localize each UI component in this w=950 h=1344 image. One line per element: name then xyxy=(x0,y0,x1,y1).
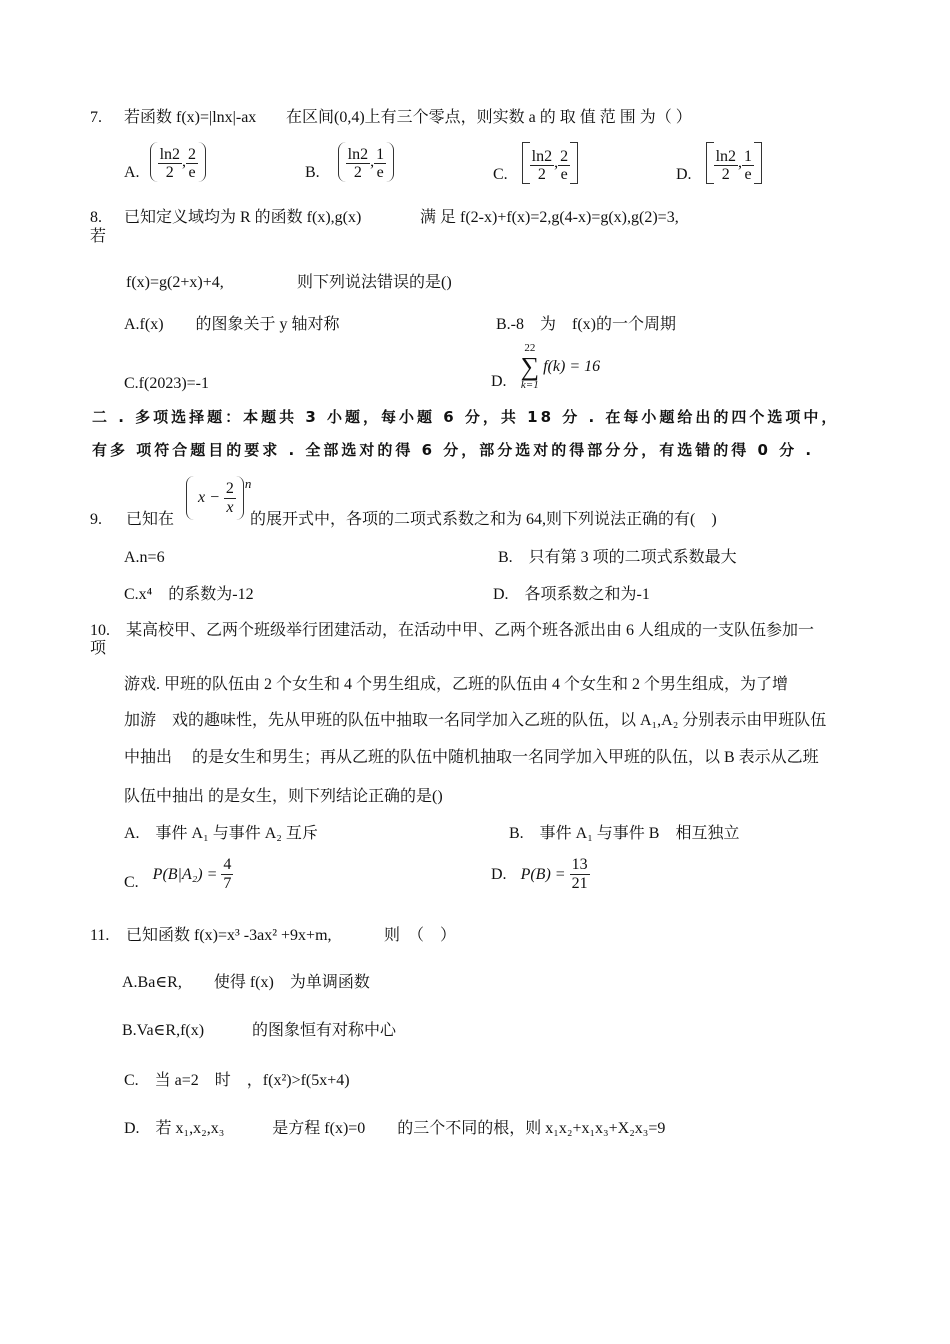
q10-option-b: B. 事件 A₁ 与事件 B 相互独立 xyxy=(509,825,740,842)
q8-stem-wrap: 若 xyxy=(90,228,107,245)
exponent: n xyxy=(244,476,252,491)
open-paren xyxy=(186,476,194,520)
open-bracket xyxy=(522,142,530,184)
q8-line2-b: 则下列说法错误的是() xyxy=(297,274,452,291)
q9-stem-a: 已知在 xyxy=(126,511,175,528)
q8-option-d xyxy=(491,343,600,391)
q7-option-d: D. $\frac{\ln 2}{2}$ , $\frac{1}{e}$ xyxy=(676,142,762,184)
open-bracket xyxy=(706,142,714,184)
close-paren xyxy=(198,142,206,182)
section-2-line-1: 二 . 多项选择题：本题共 3 小题，每小题 6 分，共 18 分 . 在每小题给出的四个选项中， xyxy=(92,408,840,426)
q10-option-d-label: D. xyxy=(491,865,507,883)
q7-option-b-label: B. xyxy=(305,163,320,181)
frac: $\frac{\ln 2}{2}$ xyxy=(715,147,737,184)
q10-stem-wrap: 项 xyxy=(90,640,107,657)
frac: $\frac{1}{e}$ xyxy=(376,145,385,182)
frac: $\frac{\ln 2}{2}$ xyxy=(531,147,553,184)
q11-option-b: B.Va∈R,f(x) 的图象恒有对称中心 xyxy=(122,1022,397,1039)
frac: $\frac{\ln 2}{2}$ xyxy=(347,145,369,182)
q8-option-d-expr: f(k) = 16 xyxy=(543,358,601,376)
q8-option-b: B.-8 为 f(x)的一个周期 xyxy=(496,316,676,333)
q7-stem-a: 若函数 f(x)=|lnx|-ax xyxy=(124,109,257,126)
frac: $\frac{13}{21}$ xyxy=(571,856,588,892)
q10-stem-4: 中抽出 的是女生和男生；再从乙班的队伍中随机抽取一名同学加入甲班的队伍，以 B 表示从乙班 xyxy=(124,749,819,766)
q10-stem-2: 游戏. 甲班的队伍由 2 个女生和 4 个男生组成，乙班的队伍由 4 个女生和 2 个男生组成，为了增 xyxy=(124,676,789,693)
frac: $\frac{2}{x}$ xyxy=(225,479,234,516)
q9-option-d: D. 各项系数之和为-1 xyxy=(493,586,650,603)
q10-option-d xyxy=(491,856,590,892)
open-paren xyxy=(150,142,158,182)
q8-option-a: A.f(x) 的图象关于 y 轴对称 xyxy=(124,316,340,333)
frac: $\frac{2}{e}$ xyxy=(188,145,197,182)
q11-stem-b: 则 （ ） xyxy=(384,927,457,944)
q7-stem-b: 在区间(0,4)上有三个零点，则实数 a 的 取 值 范 围 为（ ） xyxy=(286,109,692,126)
q11-option-a: A.Ba∈R, 使得 f(x) 为单调函数 xyxy=(122,974,370,991)
q7-option-c: C. $\frac{\ln 2}{2}$ , $\frac{2}{e}$ xyxy=(493,142,578,184)
q7-option-a: A. $\frac{\ln 2}{2}$ , $\frac{2}{e}$ xyxy=(124,142,206,182)
q7-option-c-label: C. xyxy=(493,165,508,183)
q9-number: 9. xyxy=(90,511,102,528)
q9-stem-b: 的展开式中，各项的二项式系数之和为 64,则下列说法正确的有( ) xyxy=(250,511,717,528)
q8-stem-b: 满 足 f(2-x)+f(x)=2,g(4-x)=g(x),g(2)=3, xyxy=(420,209,679,226)
q10-option-c-label: C. xyxy=(124,874,139,891)
q8-stem-a: 已知定义域均为 R 的函数 f(x),g(x) xyxy=(124,209,362,226)
close-paren xyxy=(236,476,244,520)
q9-option-b: B. 只有第 3 项的二项式系数最大 xyxy=(498,549,737,566)
q9-option-a: A.n=6 xyxy=(124,549,165,566)
q8-option-c: C.f(2023)=-1 xyxy=(124,375,210,392)
frac: $\frac{\ln 2}{2}$ xyxy=(159,145,181,182)
q8-number: 8. xyxy=(90,209,102,226)
q10-option-d-expr: P(B) = xyxy=(520,865,566,883)
section-2-line-2: 有多 项符合题目的要求 . 全部选对的得 6 分，部分选对的得部分分，有选错的得 0 分 . xyxy=(92,441,815,459)
q7-option-a-label: A. xyxy=(124,163,140,181)
q10-stem-5: 队伍中抽出 的是女生，则下列结论正确的是() xyxy=(124,788,443,805)
q9-option-c: C.x⁴ 的系数为-12 xyxy=(124,586,254,603)
q10-stem-1: 某高校甲、乙两个班级举行团建活动，在活动中甲、乙两个班各派出由 6 人组成的一支队伍参加一 xyxy=(126,622,815,639)
q9-expression: x − $\frac{2}{x}$ n xyxy=(186,476,251,520)
q11-number: 11. xyxy=(90,927,110,944)
close-paren xyxy=(386,142,394,182)
frac: $\frac{4}{7}$ xyxy=(223,856,232,892)
q8-option-d-label: D. xyxy=(491,372,507,390)
close-bracket xyxy=(570,142,578,184)
q10-stem-3: 加游 戏的趣味性，先从甲班的队伍中抽取一名同学加入乙班的队伍，以 A₁,A₂ 分别表示由甲班队伍 xyxy=(124,712,827,729)
frac: $\frac{1}{e}$ xyxy=(744,147,753,184)
q8-line2-a: f(x)=g(2+x)+4, xyxy=(126,274,224,291)
q10-option-a: A. 事件 A₁ 与事件 A₂ 互斥 xyxy=(124,825,318,842)
open-paren xyxy=(338,142,346,182)
q11-option-d: D. 若 x₁,x₂,x₃ 是方程 f(x)=0 的三个不同的根，则 x₁x₂+x₁x₃+X₂x₃=9 xyxy=(124,1120,666,1137)
q10-number: 10. xyxy=(90,622,110,639)
q7-option-b: B. $\frac{\ln 2}{2}$ , $\frac{1}{e}$ xyxy=(305,142,394,182)
summation-symbol: 22 ∑ k=1 xyxy=(520,342,540,391)
q10-option-c xyxy=(124,856,233,892)
frac: $\frac{2}{e}$ xyxy=(560,147,569,184)
close-bracket xyxy=(754,142,762,184)
q7-number: 7. xyxy=(90,109,102,126)
q10-option-c-expr: P(B|A₂) = xyxy=(152,865,218,883)
q7-option-d-label: D. xyxy=(676,165,692,183)
q11-stem-a: 已知函数 f(x)=x³ -3ax² +9x+m, xyxy=(126,927,332,944)
q11-option-c: C. 当 a=2 时 ，f(x²)>f(5x+4) xyxy=(124,1072,350,1089)
